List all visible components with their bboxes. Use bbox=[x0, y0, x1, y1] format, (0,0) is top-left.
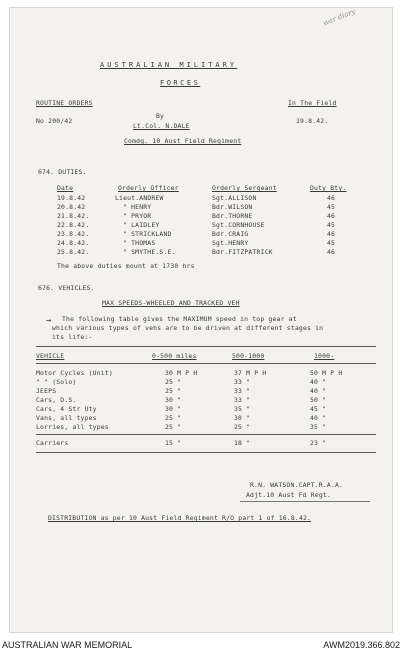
vehicle-type: JEEPS bbox=[36, 387, 57, 395]
duties-date: 19.8.42 bbox=[57, 194, 86, 202]
duties-sergeant: Bdr.FITZPATRICK bbox=[212, 248, 273, 256]
vehicle-type: Vans, all types bbox=[36, 414, 97, 422]
vehicle-type: " " (Solo) bbox=[36, 378, 77, 386]
vehicle-type: Lorries, all types bbox=[36, 423, 109, 431]
duties-sergeant: Bdr.WILSON bbox=[212, 203, 253, 211]
speed-1000: 40 " bbox=[310, 378, 327, 386]
duties-col-officer: Orderly Officer bbox=[118, 184, 179, 192]
speed-500-1000: 30 " bbox=[234, 414, 251, 422]
speed-1000: 23 " bbox=[310, 439, 327, 447]
orders-number: No 200/42 bbox=[36, 117, 73, 125]
speed-1000: 50 " bbox=[310, 396, 327, 404]
duties-heading: 674. DUTIES. bbox=[38, 168, 87, 176]
vehicles-paragraph-line3: its life:- bbox=[52, 333, 93, 341]
orders-date: 19.8.42. bbox=[296, 117, 329, 125]
duties-bty: 46 bbox=[327, 248, 336, 256]
speed-0-500: 15 " bbox=[165, 439, 182, 447]
speed-500-1000: 33 " bbox=[234, 396, 251, 404]
vehicle-type: Motor Cycles (Unit) bbox=[36, 369, 113, 377]
vehicles-col-0-500: 0-500 miles bbox=[152, 352, 197, 360]
in-the-field-label: In The Field bbox=[288, 99, 337, 107]
vehicles-paragraph-line1: The following table gives the MAXIMUM speed in top gear at bbox=[62, 315, 297, 323]
speed-0-500: 25 " bbox=[165, 414, 182, 422]
table-rule-header bbox=[36, 363, 376, 364]
speed-500-1000: 18 " bbox=[234, 439, 251, 447]
speed-0-500: 25 " bbox=[165, 423, 182, 431]
duties-officer: " STRICKLAND bbox=[123, 230, 172, 238]
vehicle-type: Cars, 4 Str Uty bbox=[36, 405, 97, 413]
duties-bty: 45 bbox=[327, 221, 336, 229]
speed-1000: 35 " bbox=[310, 423, 327, 431]
table-rule-bottom bbox=[36, 452, 376, 453]
duties-sergeant: Bdr.THORNE bbox=[212, 212, 253, 220]
vehicle-type: Cars, D.S. bbox=[36, 396, 77, 404]
handwritten-note: war diary bbox=[322, 7, 357, 28]
duties-note: The above duties mount at 1730 hrs bbox=[57, 262, 195, 270]
duties-bty: 46 bbox=[327, 194, 336, 202]
signature-name: R.N. WATSON.CAPT.R.A.A. bbox=[250, 481, 344, 489]
speed-500-1000: 25 " bbox=[234, 423, 251, 431]
duties-date: 22.8.42. bbox=[57, 221, 90, 229]
duties-officer: " LAIDLEY bbox=[123, 221, 160, 229]
archive-footer bbox=[0, 639, 403, 653]
duties-col-bty: Duty Bty. bbox=[310, 184, 347, 192]
vehicles-heading: 676. VEHICLES. bbox=[38, 284, 95, 292]
header-line2: FORCES bbox=[160, 79, 201, 87]
footer-institution: AUSTRALIAN WAR MEMORIAL bbox=[2, 640, 133, 650]
unit-name: Comdg. 10 Aust Field Regiment bbox=[124, 137, 242, 145]
arrow-mark-icon: → bbox=[46, 316, 52, 326]
speed-500-1000: 33 " bbox=[234, 387, 251, 395]
duties-sergeant: Bdr.CRAIG bbox=[212, 230, 249, 238]
duties-col-date: Date bbox=[57, 184, 74, 192]
routine-orders-label: ROUTINE ORDERS bbox=[36, 99, 93, 107]
duties-date: 23.8.42. bbox=[57, 230, 90, 238]
speed-1000: 50 M P H bbox=[310, 369, 343, 377]
duties-officer: " SMYTHE.S.E. bbox=[123, 248, 176, 256]
table-rule-mid bbox=[36, 434, 376, 435]
duties-bty: 45 bbox=[327, 203, 336, 211]
duties-date: 25.8.42. bbox=[57, 248, 90, 256]
header-line1: AUSTRALIAN MILITARY bbox=[100, 61, 238, 69]
speed-500-1000: 35 " bbox=[234, 405, 251, 413]
duties-officer: " PRYOR bbox=[123, 212, 152, 220]
duties-officer: " HENRY bbox=[123, 203, 152, 211]
vehicles-paragraph-line2: which various types of vehs are to be driven at different stages in bbox=[52, 324, 324, 332]
duties-officer: " THOMAS bbox=[123, 239, 156, 247]
duties-date: 21.8.42. bbox=[57, 212, 90, 220]
speed-1000: 40 " bbox=[310, 414, 327, 422]
duties-officer: Lieut.ANDREW bbox=[115, 194, 164, 202]
speed-1000: 45 " bbox=[310, 405, 327, 413]
duties-bty: 46 bbox=[327, 212, 336, 220]
speed-500-1000: 37 M P H bbox=[234, 369, 267, 377]
signature-title: Adjt.10 Aust Fd Regt. bbox=[246, 491, 331, 499]
speed-0-500: 25 " bbox=[165, 378, 182, 386]
duties-bty: 46 bbox=[327, 230, 336, 238]
commander-name: Lt.Col. N.DALE bbox=[133, 122, 190, 130]
speed-0-500: 25 " bbox=[165, 387, 182, 395]
distribution-line: DISTRIBUTION as per 10 Aust Field Regiment R/O part 1 of 16.8.42. bbox=[48, 514, 312, 522]
vehicles-subheading: MAX SPEEDS-WHEELED AND TRACKED VEH bbox=[102, 299, 240, 307]
signature-rule bbox=[240, 501, 370, 502]
duties-sergeant: Sgt.ALLISON bbox=[212, 194, 257, 202]
duties-bty: 45 bbox=[327, 239, 336, 247]
speed-0-500: 30 " bbox=[165, 396, 182, 404]
duties-col-sergeant: Orderly Sergeant bbox=[212, 184, 277, 192]
by-label: By bbox=[156, 112, 165, 120]
speed-1000: 40 " bbox=[310, 387, 327, 395]
vehicle-type: Carriers bbox=[36, 439, 69, 447]
speed-0-500: 30 " bbox=[165, 405, 182, 413]
vehicles-col-500-1000: 500-1000 bbox=[232, 352, 265, 360]
vehicles-col-vehicle: VEHICLE bbox=[36, 352, 65, 360]
duties-date: 24.8.42. bbox=[57, 239, 90, 247]
footer-accession-number: AWM2019.366.802 bbox=[323, 640, 400, 650]
table-rule-top bbox=[36, 346, 376, 347]
speed-0-500: 30 M P H bbox=[165, 369, 198, 377]
duties-date: 20.8.42 bbox=[57, 203, 86, 211]
duties-sergeant: Sgt.CORNHOUSE bbox=[212, 221, 265, 229]
duties-sergeant: Sgt.HENRY bbox=[212, 239, 249, 247]
speed-500-1000: 33 " bbox=[234, 378, 251, 386]
vehicles-col-1000: 1000- bbox=[314, 352, 335, 360]
